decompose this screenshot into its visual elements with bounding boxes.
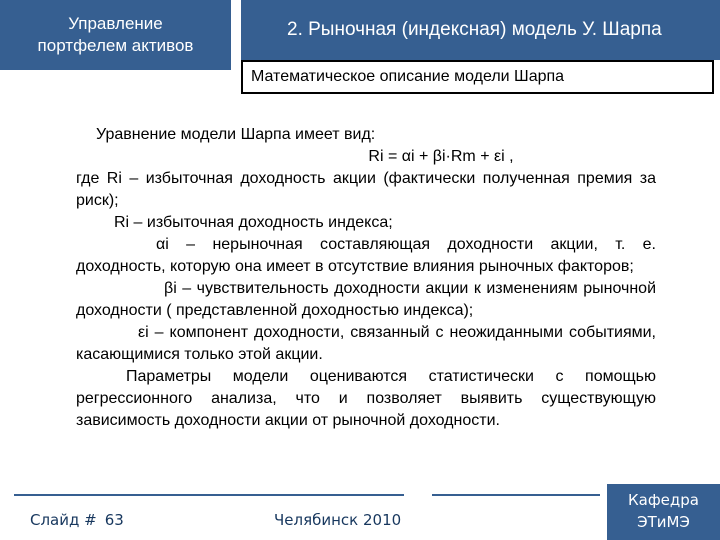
conclusion-paragraph: Параметры модели оцениваются статистически с помощью регрессионного анализа, что и позволяет выявить существующую зависимость доходности акции от рыночной доходности.: [76, 368, 656, 429]
section-subtitle-box: [241, 60, 714, 94]
definition-alpha: αi – нерыночная составляющая доходности акции, т. е. доходность, которую она имеет в отсутствие влияния рыночных факторов;: [76, 236, 656, 275]
department-line2: ЭТиМЭ: [637, 513, 690, 531]
slide-title-box: [241, 0, 720, 60]
footer-divider-right: [432, 494, 600, 496]
slide-number-footer: [30, 511, 124, 529]
course-title-line2: портфелем активов: [37, 36, 194, 55]
definition-beta: βi – чувствительность доходности акции к изменениям рыночной доходности ( представленной доходностью индекса);: [76, 280, 656, 319]
footer-divider-left: [14, 494, 404, 496]
definition-rm: Ri – избыточная доходность индекса;: [114, 214, 393, 231]
department-line1: Кафедра: [628, 491, 699, 509]
slide-label: Слайд #: [30, 511, 97, 529]
section-subtitle: Математическое описание модели Шарпа: [251, 68, 565, 85]
footer-city-year: Челябинск 2010: [274, 511, 402, 529]
definition-epsilon: εi – компонент доходности, связанный с неожиданными событиями, касающимися только этой акции.: [76, 324, 656, 363]
department-box: [607, 484, 720, 540]
intro-paragraph: Уравнение модели Шарпа имеет вид:: [96, 126, 376, 143]
slide-body: [76, 124, 656, 432]
sharpe-equation: Ri = αi + βi·Rm + εi ,: [368, 148, 514, 165]
definition-ri: где Ri – избыточная доходность акции (фактически полученная премия за риск);: [76, 170, 656, 209]
course-title-line1: Управление: [68, 14, 163, 33]
slide-title: 2. Рыночная (индексная) модель У. Шарпа: [287, 19, 662, 40]
slide-number: 63: [104, 511, 124, 529]
course-title-box: [0, 0, 231, 70]
